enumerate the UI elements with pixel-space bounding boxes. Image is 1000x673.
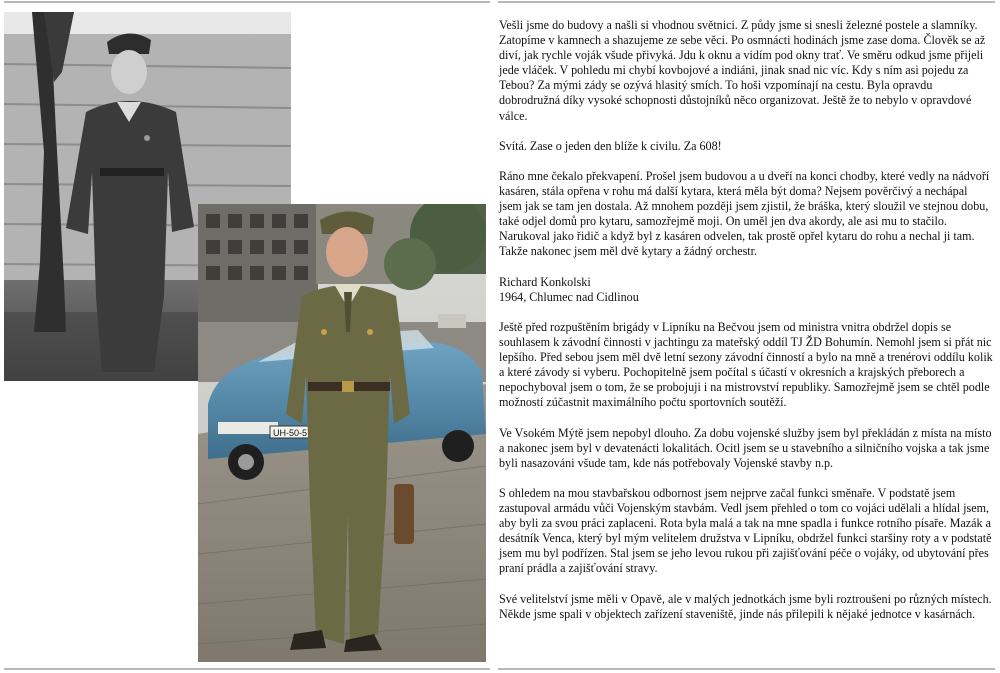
signature-place: 1964, Chlumec nad Cidlinou [499, 289, 639, 304]
signature-name: Richard Konkolski [499, 274, 591, 289]
car-plate: UH-50-5 [273, 428, 308, 438]
bottom-divider-left [4, 668, 490, 670]
paragraph: Ráno mne čekalo překvapení. Prošel jsem budovou a u dveří na konci chodby, které vedly na nádvoří kasáren, stála opřena v rohu má další kytara, která měla být doma? Nejsem pověrčivý a nechápal jsem jak se tam jen dostala. Až mnohem později jsem zjistil, že bráška, který sloužil ve stejnou dobu, také odjel domů pro kytaru, samozřejmě moji. On uměl jen dva akordy, ale asi mu to stačilo. Narukoval jako řidič a když byl z kasáren odvelen, tak prostě opřel kytaru do rohu a nechal ji tam. Takže nakonec jsem měl dvě kytary a žádný orchestr. [499, 168, 990, 259]
paragraph: Ve Vsokém Mýtě jsem nepobyl dlouho. Za dobu vojenské služby jsem byl překládán z místa na místo a nakonec jsem byl v devatenácti lokalitách. Ocitl jsem se u stavebního a silničního vojska a tak jsme byli nasazováni všude tam, kde nás potřebovaly Vojenské stavby n.p. [499, 425, 992, 470]
story-text [499, 18, 993, 637]
top-divider-left [4, 1, 490, 3]
paragraph: Ještě před rozpuštěním brigády v Lipníku na Bečvou jsem od ministra vnitra obdržel dopis se souhlasem k závodní činnosti v jachtingu za mateřský oddíl TJ ŽD Bohumín. Nemohl jsem si přát nic lepšího. Před sebou jsem měl dvě letní sezony závodní činností a bylo na mně a trenérovi oddílu kolik a které závody si vyberu. Pochopitelně jsem počítal s účastí v okresních a krajských přeborech a nepochyboval jsem o tom, že se probojuji i na mistrovství republiky. Samozřejmě jsem se chtěl podle možností zúčastnit maximálního počtu sportovních soutěží. [499, 319, 993, 410]
paragraph: Vešli jsme do budovy a našli si vhodnou světnici. Z půdy jsme si snesli železné postele a slamníky. Zatopíme v kamnech a shazujeme ze sebe věci. Po osmnácti hodinách jsme zase doma. Člověk se až diví, jak rychle voják všude přivyká. Jdu k oknu a vidím pod okny trať. Ve směru odkud jsme přijeli jede vláček. V pohledu mi chybí kovbojové a indiáni, jinak snad nic víc. Kdy s ním asi pojedu za Tebou? Za mými zády se ozývá hlasitý smích. To hoši vzpomínají na cestu. Byla opravdu dobrodružná díky vysoké schopnosti důstojníků něco organizovat. Ještě že to nebylo v opravdové válce. [499, 18, 986, 123]
top-divider-right [498, 1, 995, 3]
bottom-divider-right [498, 668, 995, 670]
paragraph: Své velitelství jsme měli v Opavě, ale v malých jednotkách jsme byli roztroušeni po různých místech. Někde jsme spali v objektech zařízení staveniště, jinde nás přilepili k nějaké jednotce v kasárnách. [499, 591, 992, 621]
paragraph: Svítá. Zase o jeden den blíže k civilu. Za 608! [499, 138, 722, 153]
photo-soldier-color [198, 204, 486, 662]
signature [499, 275, 993, 305]
paragraph: S ohledem na mou stavbařskou odbornost jsem nejprve začal funkci směnaře. V podstatě jsem zastupoval armádu vůči Vojenským stavbám. Vedl jsem přehled o tom co vojáci udělali a hlídal jsem, aby byli za svou práci zaplaceni. Rota byla malá a tak na mne spadla i funkce rotního písaře. Mazák a desátník Venca, který byl mým velitelem družstva v Lipníku, obdržel funkci staršiny roty a v podstatě jsem mu byl podřízen. Stal jsem se jeho levou rukou při zajišťování péče o vojáky, od ubytování přes praní prádla a zajišťování stravy. [499, 485, 992, 576]
